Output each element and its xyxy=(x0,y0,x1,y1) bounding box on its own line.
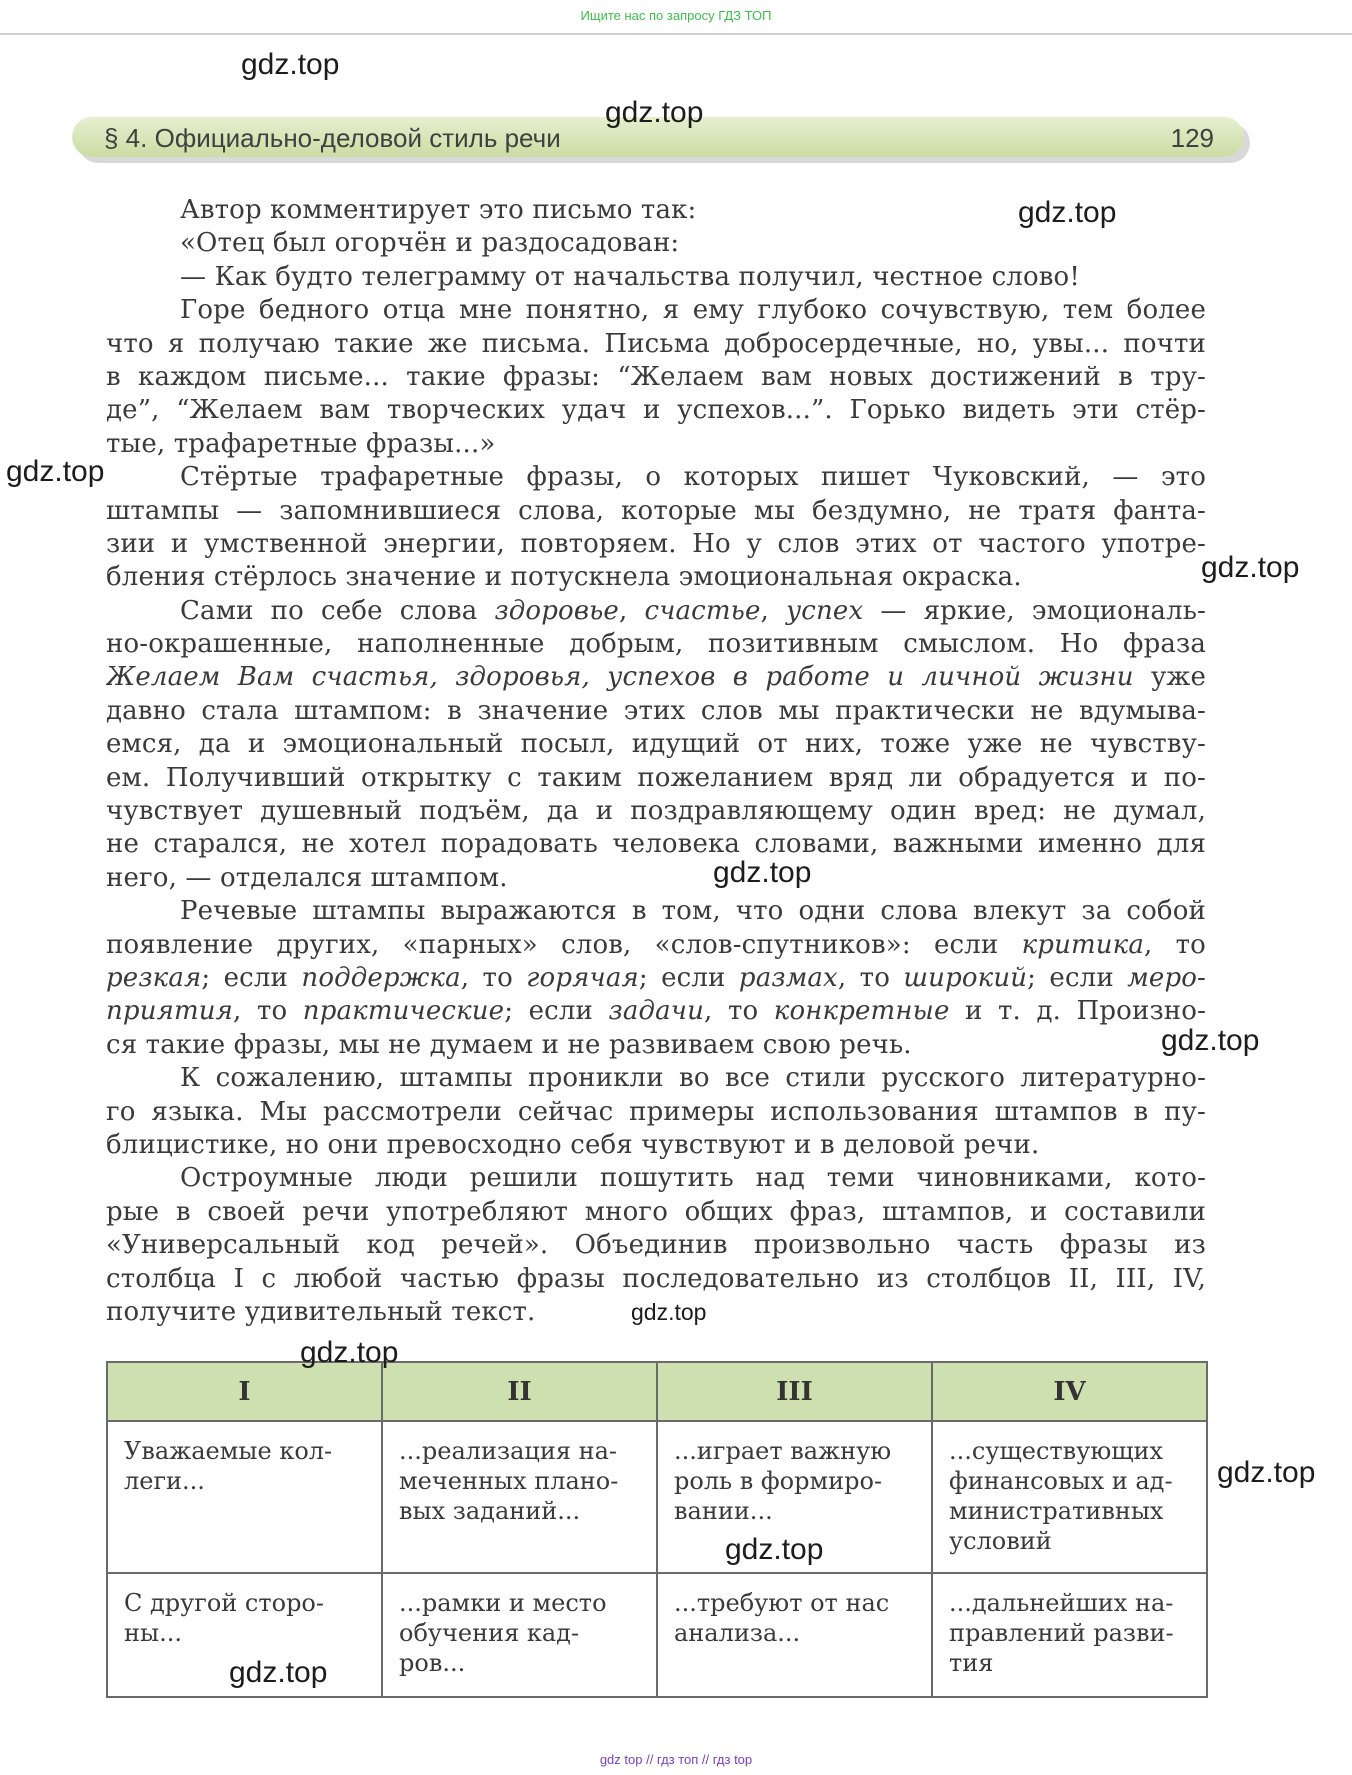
cell-text-line: Уважаемые кол- xyxy=(124,1437,333,1465)
cell-text-line: роль в формиро- xyxy=(674,1467,883,1495)
cell-text-line: ...реализация на- xyxy=(399,1437,618,1465)
column-header-1: I xyxy=(107,1362,382,1421)
watermark-text: gdz.top xyxy=(1018,196,1117,229)
cell-text-line: ...рамки и место xyxy=(399,1589,607,1617)
text-line: резкая; если поддержка, то горячая; если размах, то широкий; если меро- xyxy=(106,962,1206,993)
table-row xyxy=(107,1421,1207,1573)
text-line: но-окрашенные, наполненные добрым, позитивным смыслом. Но фраза xyxy=(106,629,1206,660)
cell-text-line: меченных плано- xyxy=(399,1467,619,1495)
top-banner-text: Ищите нас по запросу ГДЗ ТОП xyxy=(580,8,772,23)
cell-text-line: ...дальнейших на- xyxy=(949,1589,1174,1617)
table-cell xyxy=(932,1573,1207,1697)
section-title: § 4. Официально-деловой стиль речи xyxy=(104,123,561,153)
text-line: Желаем Вам счастья, здоровья, успехов в работе и личной жизни уже xyxy=(106,662,1206,693)
cell-text-line: вых заданий... xyxy=(399,1497,581,1525)
text-line: Остроумные люди решили пошутить над теми чиновниками, кото- xyxy=(180,1163,1206,1194)
text-line: что я получаю такие же письма. Письма добросердечные, но, увы... почти xyxy=(106,328,1206,359)
text-line: чувствует душевный подъём, да и поздравляющему один вред: не думал, xyxy=(106,796,1206,827)
text-line: емся, да и эмоциональный посыл, идущий от них, тоже уже не чувству- xyxy=(106,729,1206,760)
page-number: 129 xyxy=(1170,123,1214,153)
cell-text-line: условий xyxy=(949,1527,1052,1555)
text-line: столбца I с любой частью фразы последовательно из столбцов II, III, IV, xyxy=(106,1263,1206,1294)
text-line: бления стёрлось значение и потускнела эмоциональная окраска. xyxy=(106,562,1022,593)
text-line: Горе бедного отца мне понятно, я ему глубоко сочувствую, тем более xyxy=(180,295,1206,326)
table-cell xyxy=(382,1573,657,1697)
watermark-text: gdz.top xyxy=(1217,1456,1316,1489)
text-line: Автор комментирует это письмо так: xyxy=(180,195,697,225)
table-cell xyxy=(932,1421,1207,1573)
text-line: не старался, не хотел порадовать человека словами, важными именно для xyxy=(106,829,1206,860)
top-banner xyxy=(0,0,1352,35)
text-line: ем. Получивший открытку с таким пожеланием вряд ли обрадуется и по- xyxy=(106,762,1206,793)
text-line: «Универсальный код речей». Объединив произвольно часть фразы из xyxy=(106,1230,1206,1261)
column-header-3: III xyxy=(657,1362,932,1421)
text-line: рые в своей речи употребляют много общих фраз, штампов, и составили xyxy=(106,1196,1206,1227)
column-header-4: IV xyxy=(932,1362,1207,1421)
watermark-text: gdz.top xyxy=(725,1533,824,1566)
cell-text-line: обучения кад- xyxy=(399,1619,580,1647)
watermark-text: gdz.top xyxy=(605,96,704,129)
cell-text-line: вании... xyxy=(674,1497,773,1525)
cell-text-line: ...существующих xyxy=(949,1437,1164,1465)
text-line: штампы — запомнившиеся слова, которые мы бездумно, не тратя фанта- xyxy=(106,495,1206,526)
text-line: зии и умственной энергии, повторяем. Но у слов этих от частого употре- xyxy=(106,528,1206,559)
text-line: «Отец был огорчён и раздосадован: xyxy=(180,228,680,259)
footer-text: gdz top // гдз топ // гдз top xyxy=(599,1752,753,1767)
watermark-text: gdz.top xyxy=(300,1336,399,1369)
text-line: Стёртые трафаретные фразы, о которых пишет Чуковский, — это xyxy=(180,462,1206,493)
text-line: — Как будто телеграмму от начальства получил, честное слово! xyxy=(180,261,1080,292)
text-line: К сожалению, штампы проникли во все стили русского литературно- xyxy=(180,1063,1206,1094)
table-cell xyxy=(107,1421,382,1573)
cell-text-line: ны... xyxy=(124,1619,182,1647)
watermark-text: gdz.top xyxy=(1201,551,1300,584)
cell-text-line: анализа... xyxy=(674,1619,801,1647)
column-header-2: II xyxy=(382,1362,657,1421)
text-line: де”, “Желаем вам творческих удач и успехов...”. Горько видеть эти стёр- xyxy=(106,395,1206,426)
text-line: него, — отделался штампом. xyxy=(106,862,508,893)
text-line: Сами по себе слова здоровье, счастье, успех — яркие, эмоциональ- xyxy=(180,595,1206,626)
cell-text-line: ...играет важную xyxy=(674,1437,892,1465)
text-line: го языка. Мы рассмотрели сейчас примеры использования штампов в пу- xyxy=(106,1096,1206,1127)
cell-text-line: правлений разви- xyxy=(949,1619,1174,1647)
cell-text-line: ров... xyxy=(399,1649,466,1677)
table-header-row xyxy=(107,1362,1207,1421)
text-line: блицистике, но они превосходно себя чувствуют и в деловой речи. xyxy=(106,1129,1040,1160)
cell-text-line: С другой сторо- xyxy=(124,1589,324,1617)
cell-text-line: леги... xyxy=(124,1467,205,1495)
text-line: получите удивительный текст. xyxy=(106,1296,536,1327)
text-line: приятия, то практические; если задачи, то конкретные и т. д. Произно- xyxy=(106,996,1206,1027)
cell-text-line: тия xyxy=(949,1649,994,1677)
watermark-text: gdz.top xyxy=(6,455,105,488)
cell-text-line: финансовых и ад- xyxy=(949,1467,1173,1495)
cell-text-line: министративных xyxy=(949,1497,1164,1525)
text-line: Речевые штампы выражаются в том, что одни слова влекут за собой xyxy=(180,896,1206,927)
text-line: в каждом письме... такие фразы: “Желаем вам новых достижений в тру- xyxy=(106,361,1206,392)
text-line: давно стала штампом: в значение этих слов мы практически не вдумыва- xyxy=(106,695,1206,726)
text-line: тые, трафаретные фразы...» xyxy=(106,428,496,459)
universal-speech-code-table xyxy=(106,1361,1208,1698)
watermark-text: gdz.top xyxy=(241,48,340,81)
cell-text-line: ...требуют от нас xyxy=(674,1589,890,1617)
text-line: ся такие фразы, мы не думаем и не развиваем свою речь. xyxy=(106,1029,912,1060)
watermark-text: gdz.top xyxy=(713,856,812,889)
body-text xyxy=(106,194,1206,1329)
table-cell xyxy=(657,1573,932,1697)
watermark-text: gdz.top xyxy=(229,1656,328,1689)
watermark-text: gdz.top xyxy=(1161,1024,1260,1057)
text-line: появление других, «парных» слов, «слов-спутников»: если критика, то xyxy=(106,929,1206,960)
table-cell xyxy=(382,1421,657,1573)
watermark-text: gdz.top xyxy=(631,1299,707,1325)
